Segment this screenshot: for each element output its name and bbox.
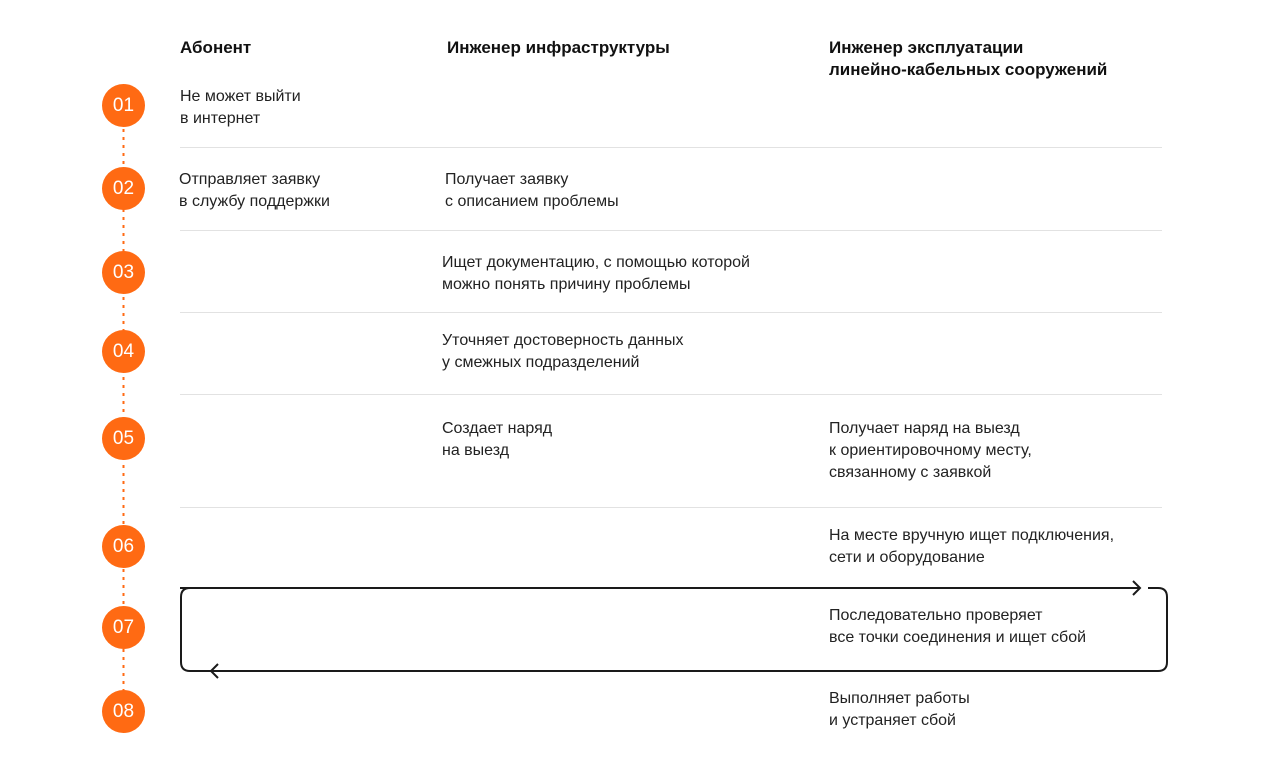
step-number-badge: 07: [102, 606, 145, 649]
step-number-badge: 01: [102, 84, 145, 127]
step-number-badge: 06: [102, 525, 145, 568]
column-header-cable-engineer: Инженер эксплуатации линейно-кабельных сооружений: [829, 38, 1108, 79]
step-02-subscriber-text: Отправляет заявку в службу поддержки: [179, 171, 330, 210]
row-divider: [180, 312, 1162, 313]
row-divider: [180, 507, 1162, 508]
step-05-infra-text: Создает наряд на выезд: [442, 420, 553, 459]
row-divider: [180, 394, 1162, 395]
row-divider: [180, 147, 1162, 148]
column-header-infrastructure-engineer: Инженер инфраструктуры: [447, 38, 670, 57]
loop-arrowhead-left: [211, 664, 218, 678]
step-02-infra-text: Получает заявку с описанием проблемы: [445, 171, 619, 210]
step-08-field-text: Выполняет работы и устраняет сбой: [829, 690, 970, 729]
loop-arrowhead-right: [1133, 581, 1140, 595]
step-03-infra-text: Ищет документацию, с помощью которой можно понять причину проблемы: [442, 254, 750, 293]
step-01-subscriber-text: Не может выйти в интернет: [180, 88, 301, 127]
step-05-field-text: Получает наряд на выезд к ориентировочному месту, связанному с заявкой: [829, 420, 1032, 481]
step-07-field-text: Последовательно проверяет все точки соединения и ищет сбой: [829, 607, 1087, 646]
step-06-field-text: На месте вручную ищет подключения, сети и оборудование: [829, 527, 1115, 566]
step-number-badge: 02: [102, 167, 145, 210]
step-number-badge: 03: [102, 251, 145, 294]
row-divider: [180, 230, 1162, 231]
column-header-subscriber: Абонент: [180, 38, 252, 57]
step-number-badge: 05: [102, 417, 145, 460]
step-number-badge: 04: [102, 330, 145, 373]
step-number-badge: 08: [102, 690, 145, 733]
step-04-infra-text: Уточняет достоверность данных у смежных подразделений: [442, 332, 684, 371]
